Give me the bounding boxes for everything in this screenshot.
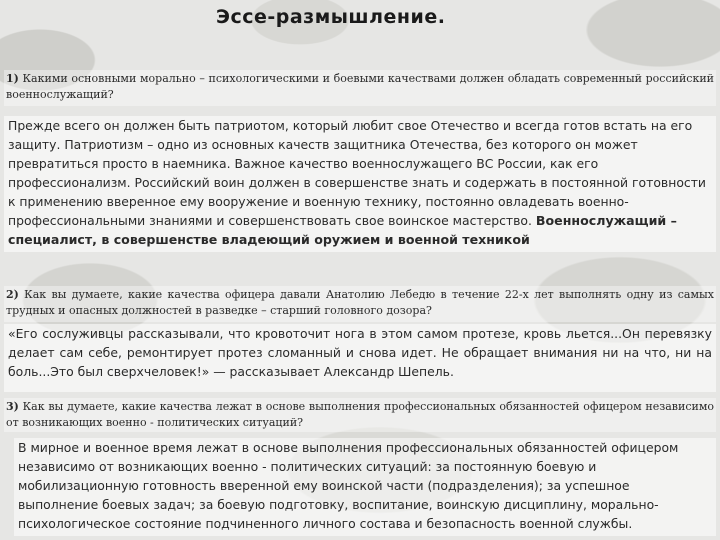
question-1-text: Какими основными морально – психологическими и боевыми качествами должен обладать современный российский военнослужащий?	[6, 72, 714, 101]
question-2-text: Как вы думаете, какие качества офицера давали Анатолию Лебедю в течение 22-х лет выполнять одну из самых трудных и опасных должностей в разведке – старший головного дозора?	[6, 288, 714, 317]
question-3-number: 3)	[6, 400, 19, 413]
answer-1-conclusion: Военнослужащий – специалист, в совершенстве владеющий оружием и военной техникой	[8, 213, 677, 247]
page-title: Эссе-размышление.	[216, 6, 446, 28]
question-1	[4, 70, 716, 106]
answer-3-text: В мирное и военное время лежат в основе выполнения профессиональных обязанностей офицером независимо от возникающих военно - политических ситуаций: за постоянную боевую и мобилизационную готовность вверенной ему воинской части (подразделения); за успешное выполнение боевых задач; за боевую подготовку, воспитание, воинскую дисциплину, морально-психологическое состояние подчиненного личного состава и безопасность военной службы.	[18, 440, 679, 531]
question-3	[4, 398, 716, 432]
question-2-number: 2)	[6, 288, 19, 301]
question-2	[4, 286, 716, 322]
answer-1	[4, 116, 716, 252]
answer-2	[4, 324, 716, 392]
answer-1-text: Прежде всего он должен быть патриотом, который любит свое Отечество и всегда готов встать на его защиту. Патриотизм – одно из основных качеств защитника Отечества, без которого он может превратиться просто в наемника. Важное качество военнослужащего ВС России, как его профессионализм. Российский воин должен в совершенстве знать и содержать в постоянной готовности к применению вверенное ему вооружение и военную технику, постоянно овладевать военно-профессиональными знаниями и совершенствовать свое воинское мастерство.	[8, 118, 706, 228]
answer-3	[14, 438, 716, 536]
answer-2-text: «Его сослуживцы рассказывали, что кровоточит нога в этом самом протезе, кровь льется...Он перевязку делает сам себе, ремонтирует протез сломанный и снова идет. Не обращает внимания ни на что, ни на боль...Это был сверхчеловек!» — рассказывает Александр Шепель.	[8, 326, 712, 379]
question-1-number: 1)	[6, 72, 19, 85]
question-3-text: Как вы думаете, какие качества лежат в основе выполнения профессиональных обязанностей офицером независимо от возникающих военно - политических ситуаций?	[6, 400, 714, 429]
